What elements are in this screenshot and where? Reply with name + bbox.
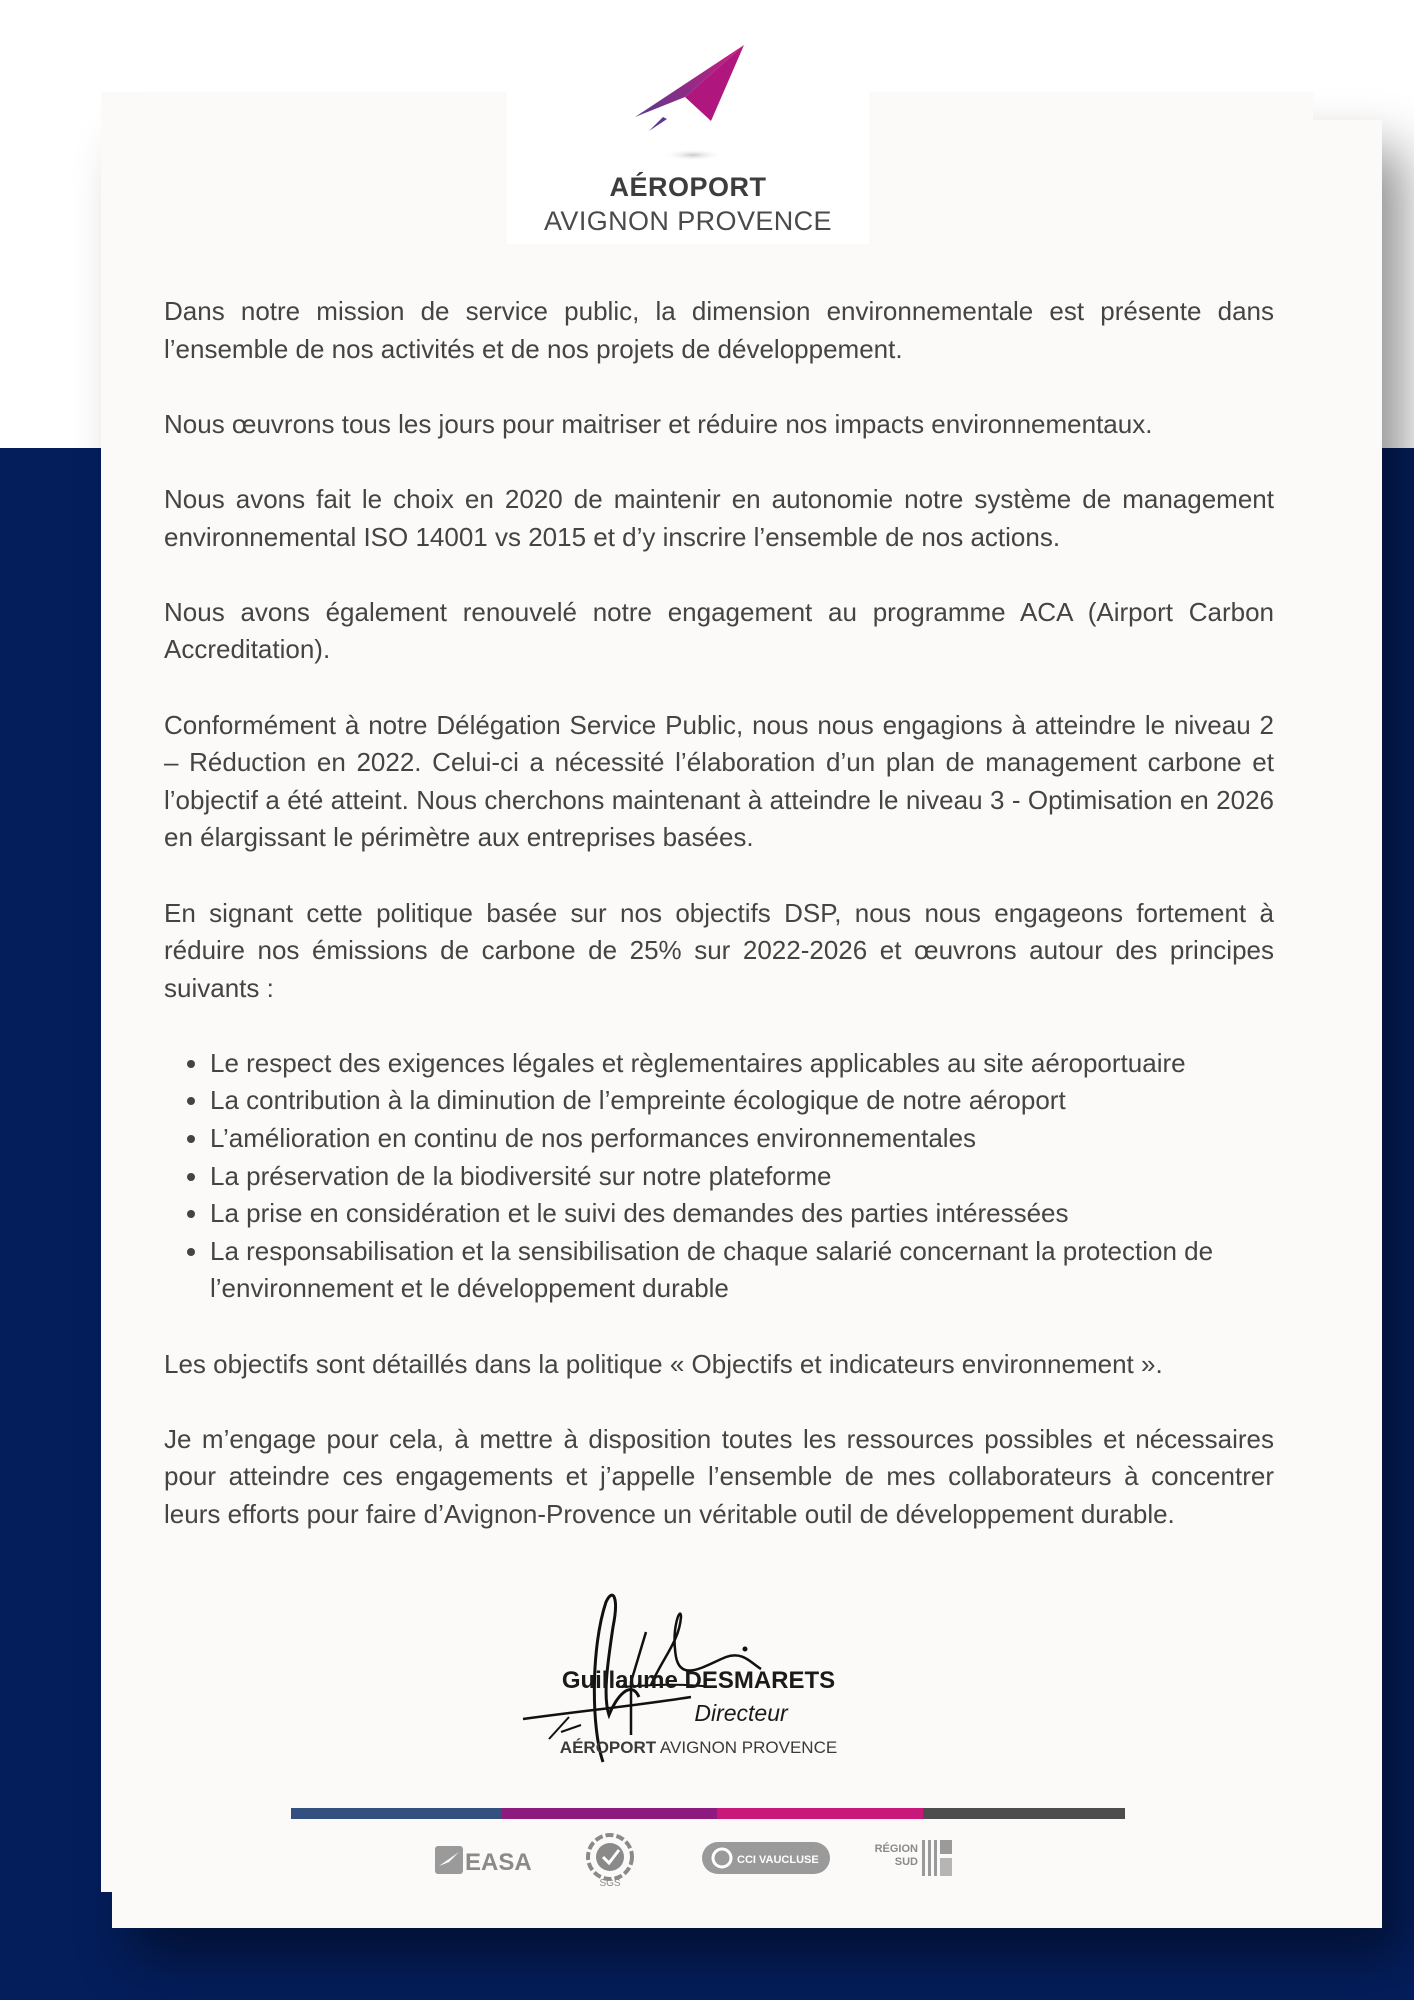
cci-logo-text: CCI VAUCLUSE — [737, 1854, 819, 1866]
brand-rest: AVIGNON PROVENCE — [656, 1738, 838, 1757]
easa-logo-text: EASA — [465, 1849, 532, 1876]
easa-logo-icon — [435, 1846, 532, 1876]
list-item: • Le respect des exigences légales et règlementaires applicables au site aéroportuaire — [210, 1045, 1274, 1083]
list-item: • La contribution à la diminution de l’empreinte écologique de notre aéroport — [210, 1082, 1274, 1120]
list-item: • La prise en considération et le suivi des demandes des parties intéressées — [210, 1195, 1274, 1233]
region-logo-text-1: RÉGION — [874, 1843, 918, 1855]
paragraph: En signant cette politique basée sur nos objectifs DSP, nous nous engageons fortement à réduire nos émissions de carbone de 25% sur 2022-2026 et œuvrons autour des principes suivants : — [164, 897, 1274, 1003]
paragraph: Nous avons fait le choix en 2020 de maintenir en autonomie notre système de management environnemental ISO 14001 vs 2015 et d’y inscrire l’ensemble de nos actions. — [164, 483, 1274, 552]
paragraph: Conformément à notre Délégation Service Public, nous nous engagions à atteindre le niveau 2 – Réduction en 2022. Celui-ci a nécessité l’élaboration d’un plan de management carbone et l’objectif a été atteint. Nous cherchons maintenant à atteindre le niveau 3 - Optimisation en 2026 en élargissant le périmètre aux entreprises basées. — [164, 709, 1274, 853]
logo-title-line1: AÉROPORT — [609, 172, 767, 202]
policy-document-page — [101, 92, 1313, 1892]
partner-logos — [431, 1832, 991, 1888]
signatory-name: Guillaume DESMARETS — [561, 1667, 836, 1694]
region-sud-logo-icon — [875, 1840, 952, 1876]
cci-vaucluse-logo-icon — [702, 1842, 830, 1874]
stripe-purple — [501, 1808, 717, 1819]
principles-list — [164, 1045, 1274, 1308]
brand-color-stripes — [291, 1808, 1125, 1819]
paragraph: Les objectifs sont détaillés dans la politique « Objectifs et indicateurs environnement ». — [164, 1348, 1163, 1379]
signatory-role: Directeur — [694, 1700, 788, 1726]
logo-title-line2: AVIGNON PROVENCE — [544, 206, 832, 236]
paragraph: Dans notre mission de service public, la dimension environnementale est présente dans l’ensemble de nos activités et de nos projets de développement. — [164, 296, 1274, 364]
paragraph: Nous avons également renouvelé notre engagement au programme ACA (Airport Carbon Accreditation). — [164, 596, 1274, 665]
list-item: • La préservation de la biodiversité sur notre plateforme — [210, 1158, 1274, 1196]
paragraph: Nous œuvrons tous les jours pour maitriser et réduire nos impacts environnementaux. — [164, 408, 1153, 439]
paragraph: Je m’engage pour cela, à mettre à disposition toutes les ressources possibles et nécessaires pour atteindre ces engagements et j’appelle l’ensemble de mes collaborateurs à concentrer leurs efforts pour faire d’Avignon-Provence un véritable outil de développement durable. — [164, 1423, 1274, 1529]
signatory-brand — [521, 1738, 876, 1758]
stripe-blue — [291, 1808, 501, 1819]
brand-bold: AÉROPORT — [559, 1738, 657, 1757]
list-item: • La responsabilisation et la sensibilisation de chaque salarié concernant la protection de l’environnement et le développement durable — [210, 1233, 1274, 1308]
list-item: • L’amélioration en continu de nos performances environnementales — [210, 1120, 1274, 1158]
region-logo-text-2: SUD — [894, 1856, 918, 1868]
stripe-magenta — [717, 1808, 923, 1819]
stripe-grey — [923, 1808, 1125, 1819]
sgs-logo-text: SGS — [599, 1878, 621, 1888]
policy-body — [164, 293, 1274, 1571]
sgs-logo-icon — [588, 1835, 632, 1888]
